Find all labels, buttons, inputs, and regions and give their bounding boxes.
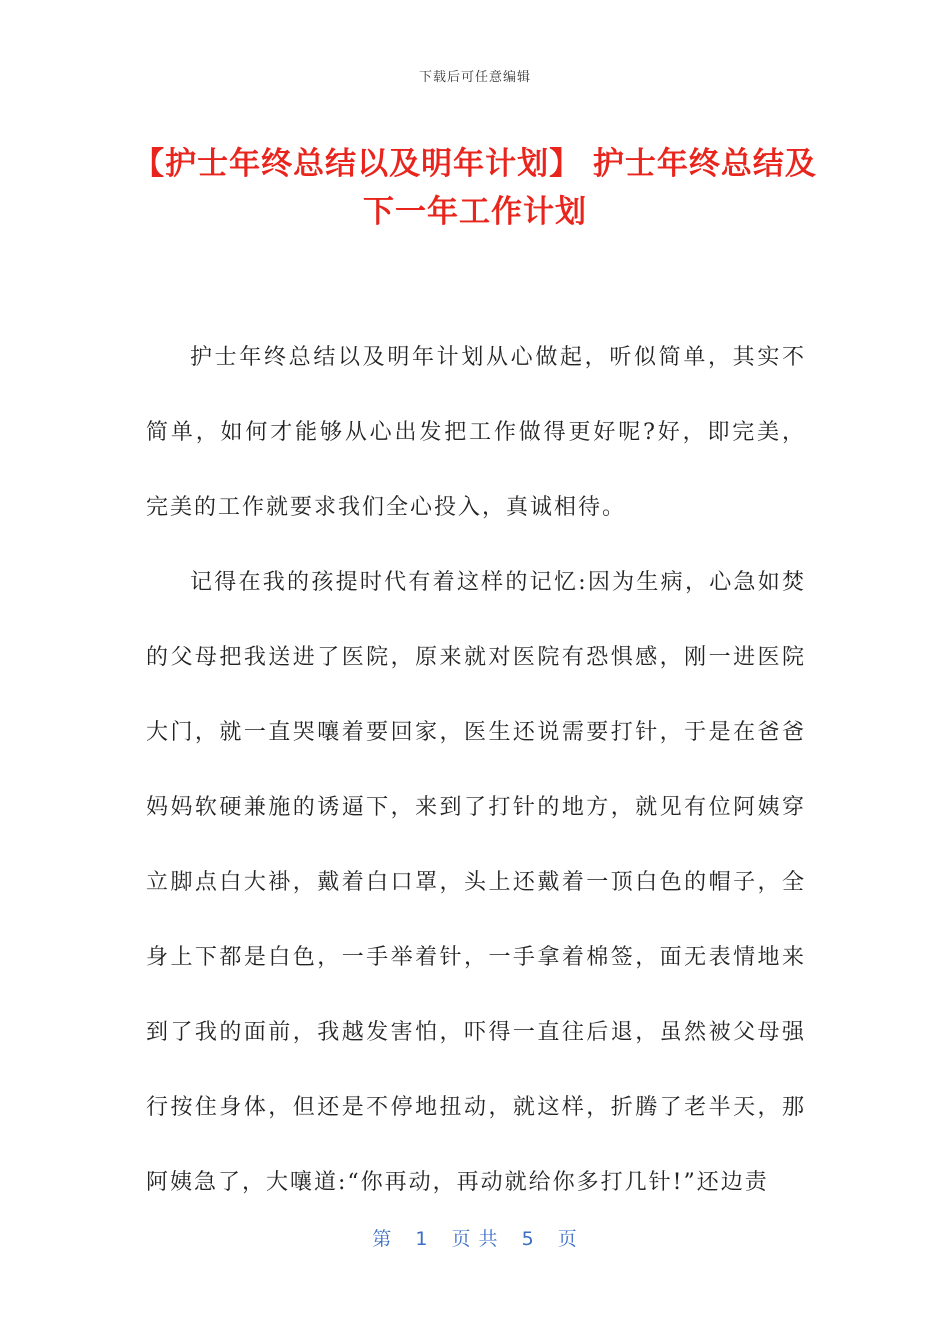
page-total: 5 [521, 1228, 535, 1250]
header-note: 下载后可任意编辑 [418, 70, 531, 85]
page-prefix: 第 [372, 1228, 393, 1250]
page-footer [0, 1224, 950, 1251]
page-current: 1 [415, 1228, 429, 1250]
document-body [146, 320, 806, 1220]
body-paragraph: 记得在我的孩提时代有着这样的记忆:因为生病，心急如焚的父母把我送进了医院，原来就对医院有恐惧感，刚一进医院大门，就一直哭嚷着要回家，医生还说需要打针，于是在爸爸妈妈软硬兼施的诱逼下，来到了打针的地方，就见有位阿姨穿立脚点白大褂，戴着白口罩，头上还戴着一顶白色的帽子，全身上下都是白色，一手举着针，一手拿着棉签，面无表情地来到了我的面前，我越发害怕，吓得一直往后退，虽然被父母强行按住身体，但还是不停地扭动，就这样，折腾了老半天，那阿姨急了，大嚷道:“你再动，再动就给你多打几针!”还边责 [146, 570, 806, 1195]
body-paragraph: 护士年终总结以及明年计划从心做起，听似简单，其实不简单，如何才能够从心出发把工作做得更好呢?好，即完美，完美的工作就要求我们全心投入，真诚相待。 [146, 345, 806, 520]
document-title: 【护士年终总结以及明年计划】 护士年终总结及下一年工作计划 [133, 146, 817, 230]
page-suffix: 页 [557, 1228, 578, 1250]
page-middle: 页 共 [451, 1228, 499, 1250]
